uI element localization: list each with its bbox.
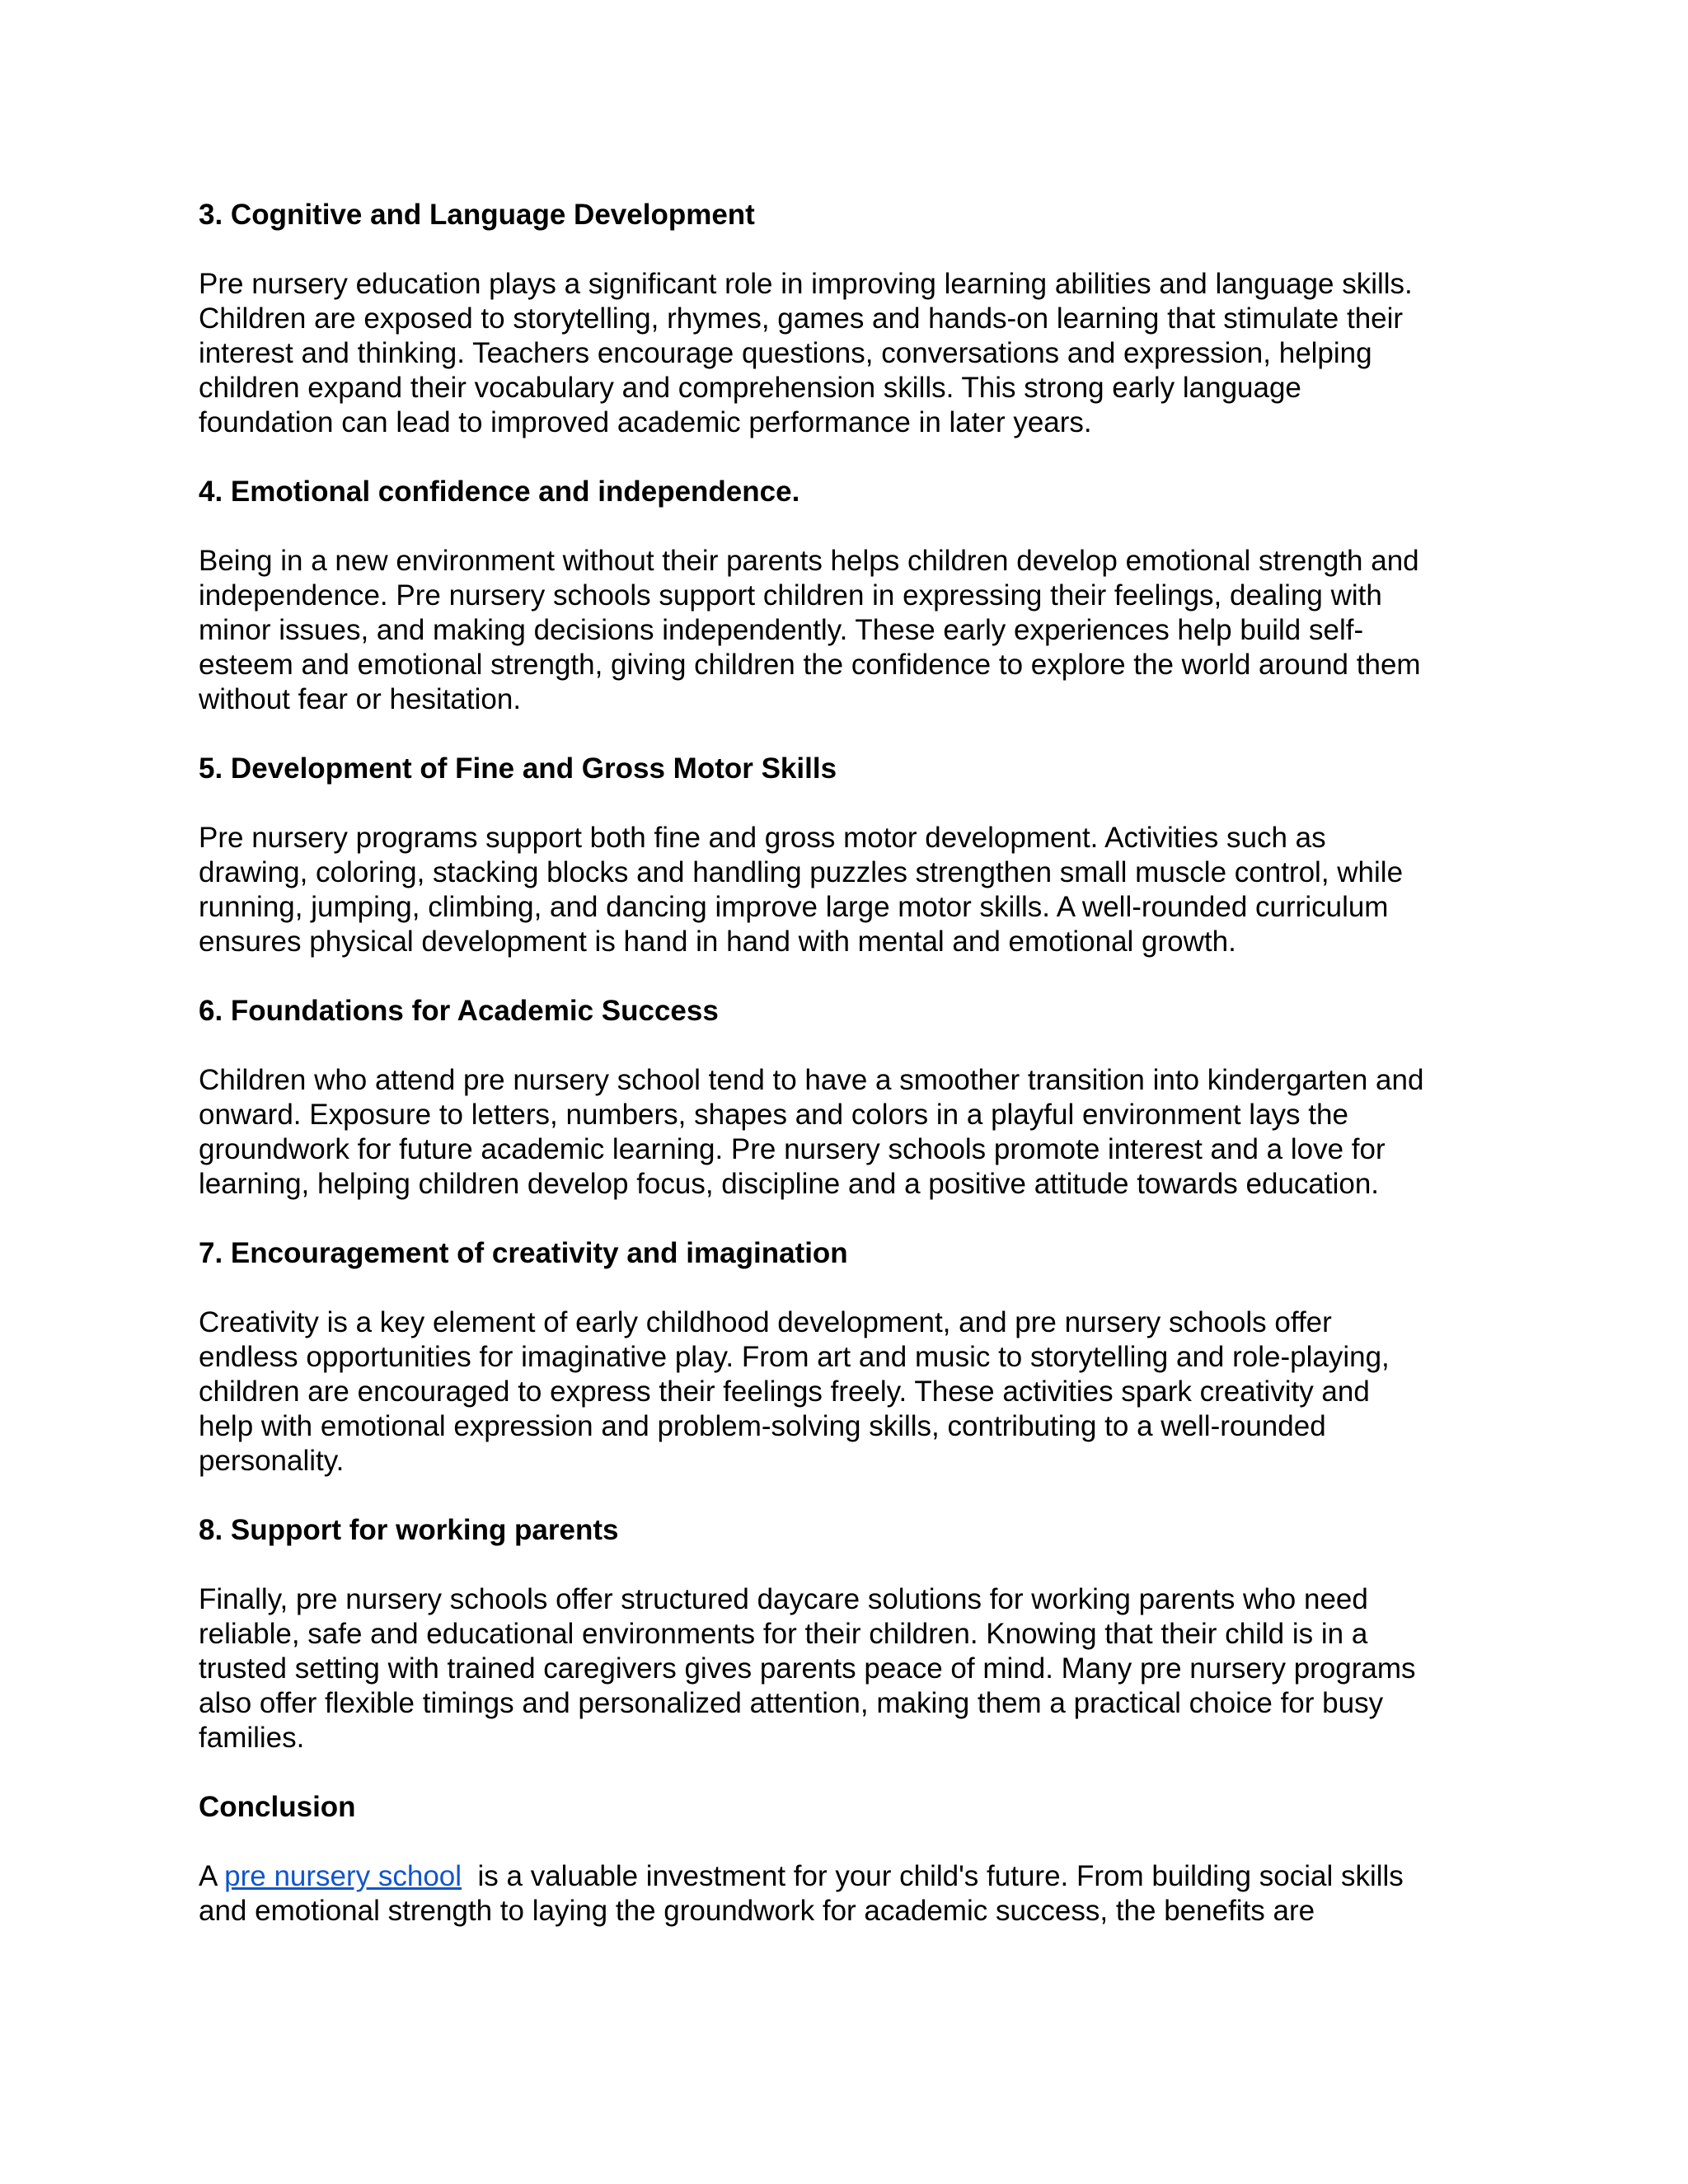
paragraph-line: groundwork for future academic learning. Pre nursery schools promote interest and a love for xyxy=(199,1133,1386,1165)
paragraph-line: foundation can lead to improved academic performance in later years. xyxy=(199,406,1092,438)
section-paragraph xyxy=(199,1063,1501,1202)
section-paragraph xyxy=(199,267,1501,440)
section-heading: 6. Foundations for Academic Success xyxy=(199,995,719,1027)
paragraph-line: Finally, pre nursery schools offer structured daycare solutions for working parents who need xyxy=(199,1583,1368,1615)
paragraph-line: learning, helping children develop focus, discipline and a positive attitude towards education. xyxy=(199,1168,1380,1200)
paragraph-line: interest and thinking. Teachers encourage questions, conversations and expression, helping xyxy=(199,337,1372,369)
paragraph-line: ensures physical development is hand in hand with mental and emotional growth. xyxy=(199,926,1236,958)
section-paragraph xyxy=(199,1582,1501,1755)
paragraph-line: endless opportunities for imaginative play. From art and music to storytelling and role-playing, xyxy=(199,1341,1390,1373)
paragraph-line: also offer flexible timings and personalized attention, making them a practical choice for busy xyxy=(199,1687,1384,1719)
paragraph-line: help with emotional expression and problem-solving skills, contributing to a well-rounded xyxy=(199,1410,1326,1442)
pre-nursery-school-link[interactable]: pre nursery school xyxy=(224,1860,462,1892)
paragraph-line: Being in a new environment without their parents helps children develop emotional strength and xyxy=(199,545,1419,577)
paragraph-line: children are encouraged to express their feelings freely. These activities spark creativity and xyxy=(199,1376,1370,1408)
paragraph-line: reliable, safe and educational environments for their children. Knowing that their child is in a xyxy=(199,1618,1368,1650)
section-heading: 3. Cognitive and Language Development xyxy=(199,199,755,231)
conclusion-paragraph xyxy=(199,1859,1501,1929)
conclusion-prefix: A xyxy=(199,1860,225,1892)
section-heading: 5. Development of Fine and Gross Motor Skills xyxy=(199,752,837,785)
section-heading: 7. Encouragement of creativity and imagination xyxy=(199,1237,848,1269)
section-heading: 8. Support for working parents xyxy=(199,1514,619,1546)
paragraph-line: trusted setting with trained caregivers gives parents peace of mind. Many pre nursery programs xyxy=(199,1652,1416,1685)
paragraph-line: Pre nursery programs support both fine and gross motor development. Activities such as xyxy=(199,822,1326,854)
paragraph-line: Children who attend pre nursery school tend to have a smoother transition into kindergarten and xyxy=(199,1064,1424,1096)
paragraph-line: Creativity is a key element of early childhood development, and pre nursery schools offer xyxy=(199,1306,1332,1338)
paragraph-line: independence. Pre nursery schools support children in expressing their feelings, dealing with xyxy=(199,579,1382,612)
paragraph-line: esteem and emotional strength, giving children the confidence to explore the world around them xyxy=(199,649,1421,681)
conclusion-suffix: is a valuable investment for your child's future. From building social skills xyxy=(462,1860,1404,1892)
paragraph-line: onward. Exposure to letters, numbers, shapes and colors in a playful environment lays the xyxy=(199,1099,1348,1131)
section-paragraph xyxy=(199,821,1501,959)
paragraph-line xyxy=(199,1859,1501,1894)
section-heading: 4. Emotional confidence and independence. xyxy=(199,476,800,508)
paragraph-line: minor issues, and making decisions independently. These early experiences help build self- xyxy=(199,614,1364,646)
conclusion-heading: Conclusion xyxy=(199,1791,356,1823)
paragraph-line: and emotional strength to laying the groundwork for academic success, the benefits are xyxy=(199,1895,1315,1927)
section-paragraph xyxy=(199,1305,1501,1479)
paragraph-line: families. xyxy=(199,1722,305,1754)
section-paragraph xyxy=(199,544,1501,717)
paragraph-line: without fear or hesitation. xyxy=(199,683,522,715)
paragraph-line: Pre nursery education plays a significant role in improving learning abilities and language skills. xyxy=(199,268,1413,300)
paragraph-line: Children are exposed to storytelling, rhymes, games and hands-on learning that stimulate their xyxy=(199,302,1404,335)
paragraph-line: personality. xyxy=(199,1445,345,1477)
document-page xyxy=(199,198,1501,1963)
paragraph-line: running, jumping, climbing, and dancing improve large motor skills. A well-rounded curriculum xyxy=(199,891,1389,923)
paragraph-line: children expand their vocabulary and comprehension skills. This strong early language xyxy=(199,372,1301,404)
paragraph-line: drawing, coloring, stacking blocks and handling puzzles strengthen small muscle control, while xyxy=(199,856,1404,888)
